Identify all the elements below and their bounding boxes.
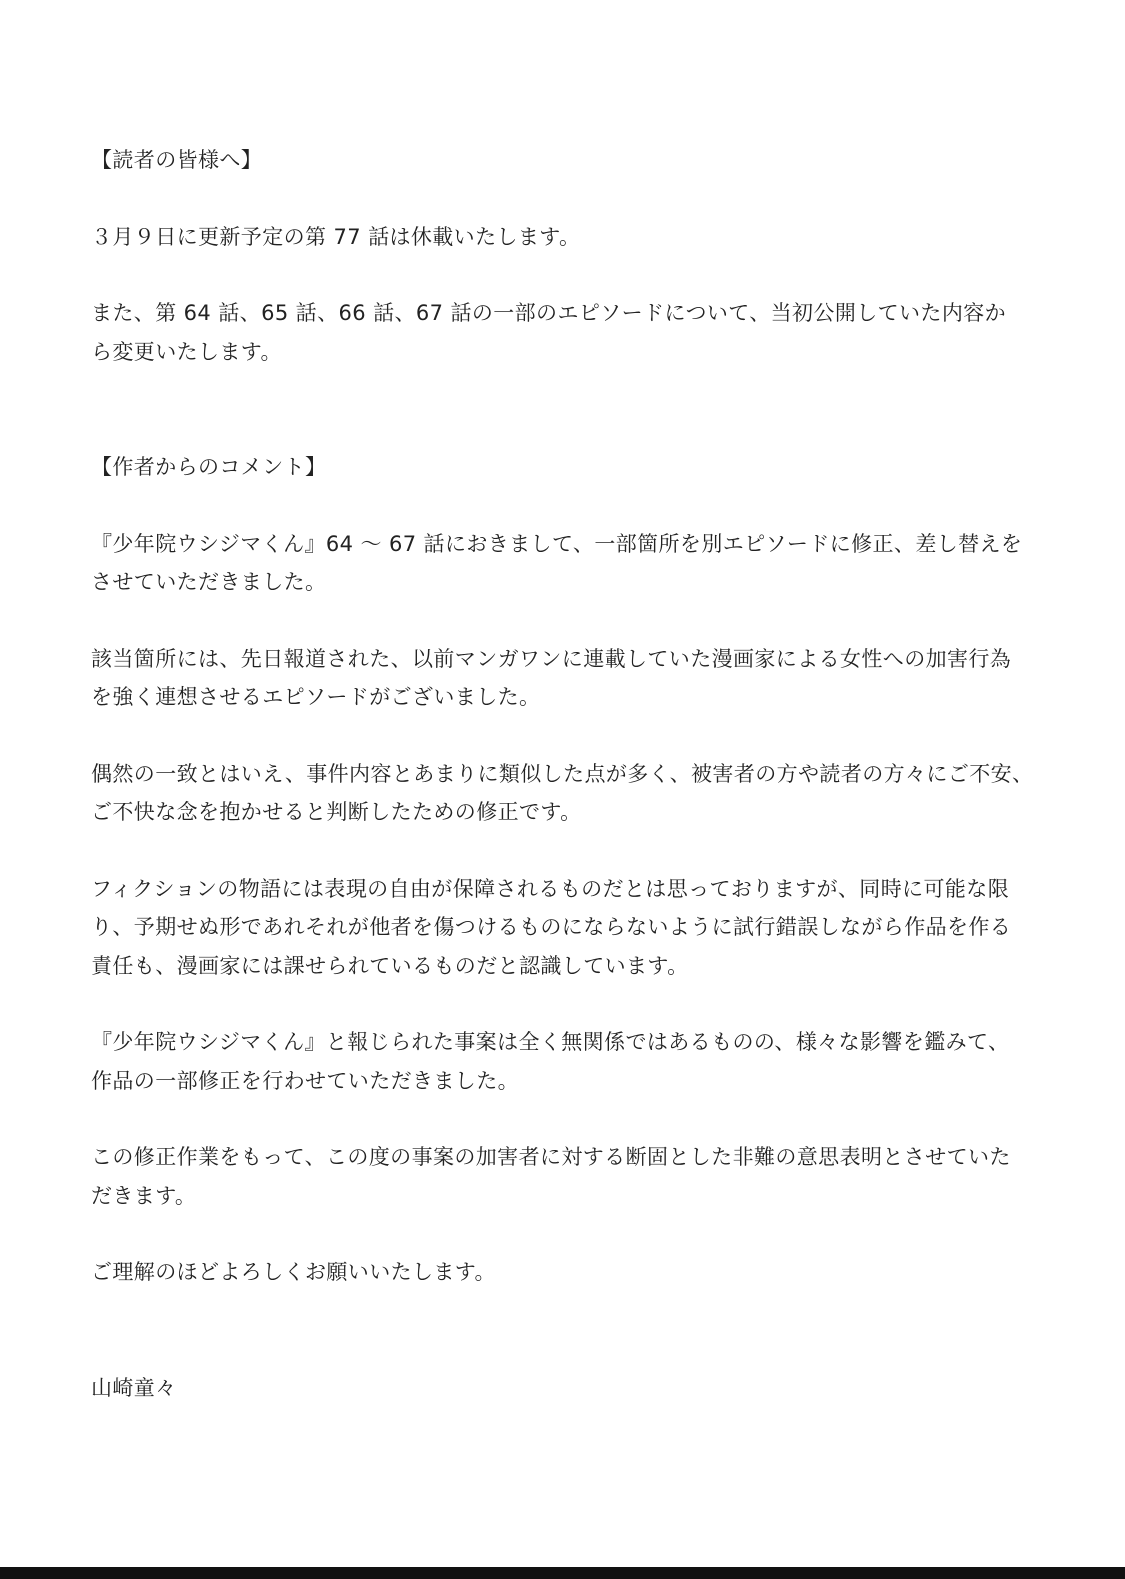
text-line: また、第 64 話、65 話、66 話、67 話の一部のエピソードについて、当初公開していた内容か	[91, 301, 1007, 325]
comment-paragraph	[91, 640, 1041, 717]
text-line: だきます。	[91, 1183, 197, 1208]
comment-paragraph	[91, 1253, 1041, 1292]
text-line: 偶然の一致とはいえ、事件内容とあまりに類似した点が多く、被害者の方や読者の方々にご不安、	[91, 761, 1034, 786]
text-line: 該当箇所には、先日報道された、以前マンガワンに連載していた漫画家による女性への加害行為	[91, 646, 1012, 671]
comment-paragraph	[91, 525, 1041, 602]
text-line: を強く連想させるエピソードがございました。	[91, 685, 541, 709]
text-line: ら変更いたします。	[91, 339, 282, 364]
text-line: 『少年院ウシジマくん』64 ～ 67 話におきまして、一部箇所を別エピソードに修正、差し替えを	[91, 531, 1023, 556]
notice-heading: 【読者の皆様へ】	[91, 148, 263, 172]
document-body	[91, 141, 1041, 1407]
comment-paragraph	[91, 1138, 1041, 1215]
text-line: 作品の一部修正を行わせていただきました。	[91, 1068, 519, 1093]
text-line: 『少年院ウシジマくん』と報じられた事案は全く無関係ではあるものの、様々な影響を鑑みて、	[91, 1030, 1010, 1054]
comment-heading: 【作者からのコメント】	[91, 455, 327, 479]
text-line: この修正作業をもって、この度の事案の加害者に対する断固とした非難の意思表明とさせていた	[91, 1145, 1011, 1169]
text-line: ご不快な念を抱かせると判断したための修正です。	[91, 800, 582, 824]
text-line: させていただきました。	[91, 570, 327, 594]
notice-pause-line: ３月９日に更新予定の第 77 話は休載いたします。	[91, 224, 581, 249]
author-signature: 山崎童々	[91, 1375, 177, 1400]
text-line: ご理解のほどよろしくお願いいたします。	[91, 1260, 496, 1284]
text-line: 責任も、漫画家には課せられているものだと認識しています。	[91, 953, 689, 978]
text-line: フィクションの物語には表現の自由が保障されるものだとは思っておりますが、同時に可能な限	[91, 876, 1010, 901]
comment-paragraph	[91, 755, 1041, 832]
notice-change-paragraph	[91, 294, 1041, 371]
comment-paragraph	[91, 1023, 1041, 1100]
bottom-border	[0, 1567, 1125, 1579]
text-line: り、予期せぬ形であれそれが他者を傷つけるものにならないように試行錯誤しながら作品を作る	[91, 915, 1012, 939]
comment-paragraph	[91, 870, 1041, 986]
